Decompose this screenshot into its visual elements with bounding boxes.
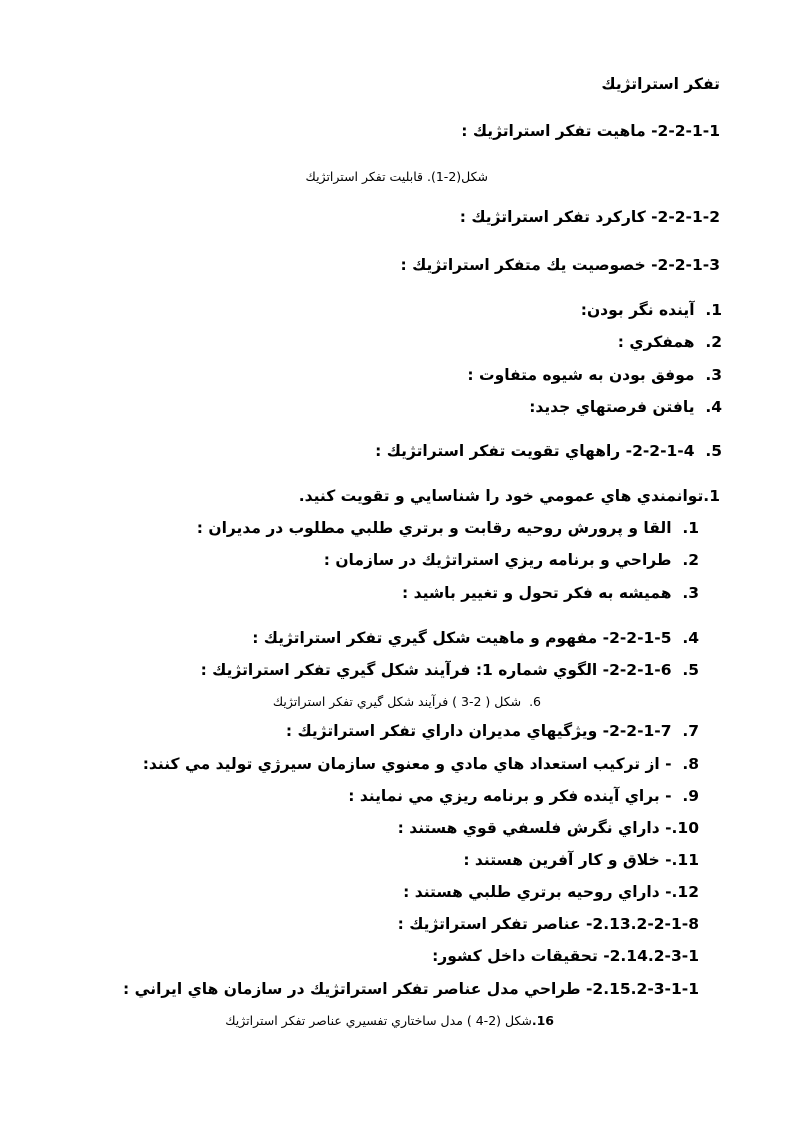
list-number: 4.: [682, 629, 699, 647]
list-text: - داراي روحيه برتري طلبي هستند :: [403, 883, 672, 901]
list-text: آينده نگر بودن:: [580, 301, 695, 319]
list-item: [398, 913, 699, 935]
list-number: 7.: [682, 722, 699, 740]
list-number: 5.: [682, 661, 699, 679]
list-number: 5.: [705, 442, 722, 460]
list-item: [618, 331, 722, 353]
list-item: [123, 978, 699, 1000]
list-text: هميشه به فكر تحول و تغيير باشيد :: [402, 584, 672, 602]
list-number: 1.: [682, 519, 699, 537]
list-item: [432, 945, 699, 967]
list-item: [398, 817, 699, 839]
list-item: [348, 785, 699, 807]
list-item: [375, 440, 722, 462]
list-number: 3.: [682, 584, 699, 602]
list-number: 2.: [682, 551, 699, 569]
list-text: - از تركيب استعداد هاي مادي و معنوي سازمان سيرژي توليد مي كنند:: [142, 755, 672, 773]
list-item: [402, 582, 699, 604]
list-text: - خلاق و كار آفرين هستند :: [463, 851, 672, 869]
list-number: 11.: [671, 851, 699, 869]
list-number: 2.14.: [609, 947, 654, 965]
list-number: 2.13.: [592, 915, 637, 933]
list-text: 2-2-1-5- مفهوم و ماهيت شكل گيري تفكر استراتژيك :: [252, 629, 672, 647]
figure-caption-3: شكل (2-4 ) مدل ساختاري تفسيري عناصر تفكر استراتژيك: [225, 1013, 532, 1028]
list-text: - براي آينده فكر و برنامه ريزي مي نمايند :: [348, 787, 672, 805]
list-item: [273, 691, 541, 713]
list-number: 9.: [682, 787, 699, 805]
list-number: 2.15.: [592, 980, 637, 998]
list-item: [403, 881, 699, 903]
list-number: 10.: [671, 819, 699, 837]
list-text: طراحي و برنامه ريزي استراتژيك در سازمان :: [323, 551, 672, 569]
list-number: 1.: [705, 301, 722, 319]
list-item: [529, 396, 722, 418]
list-item: [467, 364, 722, 386]
figure-caption-2: شكل ( 2-3 ) فرآيند شكل گيري تفكر استراتژيك: [272, 694, 522, 709]
list-text: القا و پرورش روحيه رقابت و برتري طلبي مطلوب در مديران :: [196, 519, 672, 537]
list-text: 2-2-1-4- راههاي تقويت تفكر استراتژيك :: [375, 442, 695, 460]
intro-line: 1.توانمندي هاي عمومي خود را شناسايي و تقويت كنيد.: [298, 487, 720, 505]
section-heading-3: 2-2-1-3- خصوصيت يك متفكر استراتژيك :: [400, 256, 720, 274]
list-text: - داراي نگرش فلسفي قوي هستند :: [397, 819, 672, 837]
list-text: 2-3-1- تحقيقات داخل كشور:: [432, 947, 699, 965]
list-number: 12.: [671, 883, 699, 901]
list-item: [201, 659, 699, 681]
list-item: [581, 299, 722, 321]
list-number: 8.: [682, 755, 699, 773]
page-title: تفكر استراتژيك: [601, 75, 720, 93]
list-number: 4.: [705, 398, 722, 416]
list-item: [225, 1010, 554, 1032]
list-item: [143, 753, 699, 775]
list-number: 16.: [531, 1013, 554, 1028]
list-item: [463, 849, 699, 871]
list-number: 3.: [705, 366, 722, 384]
list-item: [286, 720, 699, 742]
list-number: 2.: [705, 333, 722, 351]
list-text: 2-3-1-1- طراحي مدل عناصر تفكر استراتژيك در سازمان هاي ايراني :: [122, 980, 699, 998]
list-item: [197, 517, 699, 539]
list-text: همفكري :: [617, 333, 695, 351]
list-text: 2-2-1-7- ويژگيهاي مديران داراي تفكر استراتژيك :: [285, 722, 672, 740]
figure-caption-1: شكل(2-1). قابليت تفكر استراتژيك: [305, 169, 488, 184]
section-heading-2: 2-2-1-2- كاركرد تفكر استراتژيك :: [459, 208, 720, 226]
list-item: [324, 549, 699, 571]
list-item: [252, 627, 699, 649]
list-text: 2-2-1-6- الگوي شماره 1: فرآيند شكل گيري تفكر استراتژيك :: [200, 661, 672, 679]
list-number: 6.: [529, 694, 541, 709]
list-text: يافتن فرصتهاي جديد:: [529, 398, 695, 416]
section-heading-1: 2-2-1-1- ماهيت تفكر استراتژيك :: [461, 122, 720, 140]
list-text: 2-2-1-8- عناصر تفكر استراتژيك :: [397, 915, 699, 933]
list-text: موفق بودن به شيوه متفاوت :: [467, 366, 695, 384]
